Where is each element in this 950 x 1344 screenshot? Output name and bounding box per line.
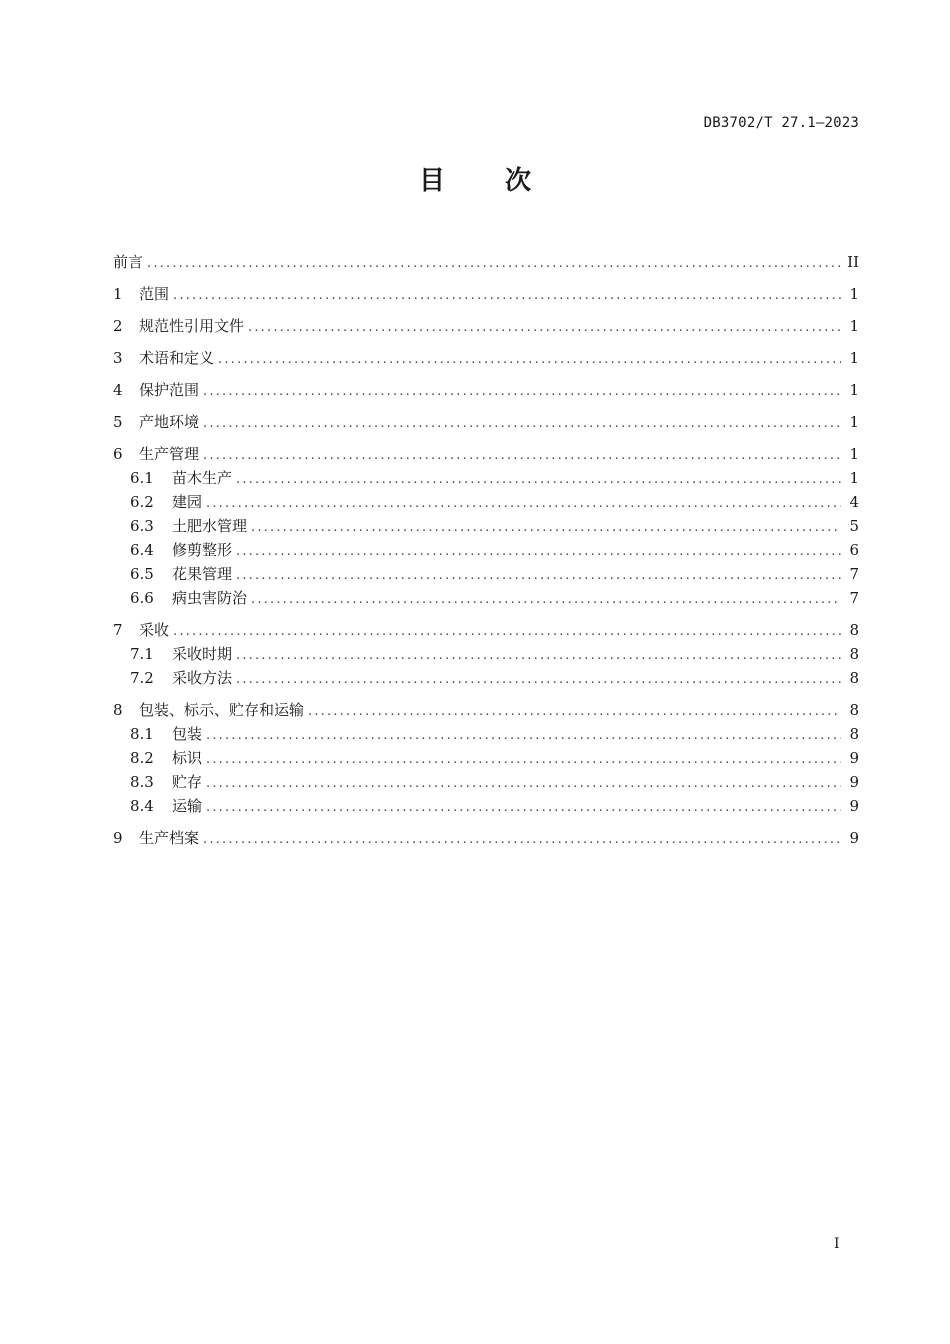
dot-leader (251, 588, 841, 612)
toc-entry[interactable] (113, 282, 859, 306)
toc-entry[interactable] (113, 314, 859, 338)
toc-entry-label: 前言 (113, 253, 144, 271)
dot-leader (147, 252, 841, 276)
toc-entry-page: 9 (849, 749, 859, 767)
toc-entry-label: 苗木生产 (172, 469, 233, 487)
toc-entry-number: 1 (113, 285, 123, 303)
toc-entry-label: 修剪整形 (172, 541, 233, 559)
toc-entry-number: 9 (113, 829, 123, 847)
toc-entry-number: 7 (113, 621, 123, 639)
toc-entry-page: 1 (849, 469, 859, 487)
toc-entry[interactable] (113, 722, 859, 746)
toc-entry[interactable] (113, 698, 859, 722)
toc-entry-number: 4 (113, 381, 123, 399)
toc-entry-number: 6.2 (130, 493, 154, 511)
toc-entry-page: 7 (849, 565, 859, 583)
toc-entry-number: 8.1 (130, 725, 154, 743)
toc-entry-page: 8 (849, 621, 859, 639)
toc-entry-page: II (847, 253, 859, 271)
toc-entry[interactable] (113, 250, 859, 274)
toc-entry-page: 1 (849, 349, 859, 367)
dot-leader (173, 284, 841, 308)
dot-leader (206, 492, 841, 516)
toc-entry-page: 9 (849, 773, 859, 791)
toc-entry-number: 8 (113, 701, 123, 719)
toc-entry-label: 采收时期 (172, 645, 233, 663)
toc-entry[interactable] (113, 586, 859, 610)
toc-entry-label: 运输 (172, 797, 203, 815)
toc-entry-label: 土肥水管理 (172, 517, 248, 535)
toc-entry-number: 5 (113, 413, 123, 431)
toc-entry[interactable] (113, 410, 859, 434)
toc-entry-label: 保护范围 (139, 381, 200, 399)
dot-leader (251, 516, 841, 540)
toc-entry-page: 1 (849, 285, 859, 303)
dot-leader (206, 796, 841, 820)
toc-entry[interactable] (113, 490, 859, 514)
title-char-2: 次 (505, 166, 532, 196)
toc-entry-number: 6.4 (130, 541, 154, 559)
toc-entry-number: 6 (113, 445, 123, 463)
toc-entry-page: 5 (849, 517, 859, 535)
toc-entry[interactable] (113, 514, 859, 538)
dot-leader (236, 668, 841, 692)
toc-entry-number: 6.1 (130, 469, 154, 487)
toc-entry[interactable] (113, 346, 859, 370)
toc-entry-number: 2 (113, 317, 123, 335)
toc-entry-number: 6.3 (130, 517, 154, 535)
toc-entry-page: 8 (849, 725, 859, 743)
toc-entry[interactable] (113, 746, 859, 770)
toc-entry-number: 6.5 (130, 565, 154, 583)
toc-entry[interactable] (113, 378, 859, 402)
page-number: I (834, 1236, 840, 1252)
dot-leader (236, 468, 841, 492)
toc-entry-number: 8.3 (130, 773, 154, 791)
toc-entry-label: 建园 (172, 493, 203, 511)
toc-entry-label: 包装 (172, 725, 203, 743)
toc-entry[interactable] (113, 642, 859, 666)
page-title (0, 160, 950, 197)
dot-leader (203, 444, 841, 468)
toc-entry[interactable] (113, 666, 859, 690)
dot-leader (203, 380, 841, 404)
toc-entry-number: 8.2 (130, 749, 154, 767)
dot-leader (206, 748, 841, 772)
toc-entry[interactable] (113, 466, 859, 490)
toc-entry-number: 7.2 (130, 669, 154, 687)
toc-entry-label: 包装、标示、贮存和运输 (139, 701, 305, 719)
toc-entry[interactable] (113, 794, 859, 818)
document-code: DB3702/T 27.1—2023 (703, 115, 859, 131)
dot-leader (206, 724, 841, 748)
toc-entry-label: 产地环境 (139, 413, 200, 431)
dot-leader (206, 772, 841, 796)
toc-entry-number: 6.6 (130, 589, 154, 607)
dot-leader (308, 700, 841, 724)
toc-entry-label: 规范性引用文件 (139, 317, 245, 335)
dot-leader (173, 620, 841, 644)
toc-entry-label: 生产管理 (139, 445, 200, 463)
toc-entry-label: 贮存 (172, 773, 203, 791)
toc-entry-page: 9 (849, 829, 859, 847)
toc-entry-label: 范围 (139, 285, 170, 303)
toc-entry-page: 1 (849, 413, 859, 431)
toc-entry[interactable] (113, 562, 859, 586)
toc-entry-number: 7.1 (130, 645, 154, 663)
toc-entry-page: 9 (849, 797, 859, 815)
toc-entry-page: 1 (849, 381, 859, 399)
toc-entry-label: 生产档案 (139, 829, 200, 847)
toc-entry[interactable] (113, 442, 859, 466)
toc-entry[interactable] (113, 618, 859, 642)
dot-leader (236, 540, 841, 564)
toc-entry-page: 8 (849, 669, 859, 687)
dot-leader (203, 412, 841, 436)
toc-entry-number: 3 (113, 349, 123, 367)
toc-entry-page: 1 (849, 317, 859, 335)
dot-leader (236, 564, 841, 588)
dot-leader (218, 348, 841, 372)
toc-entry[interactable] (113, 770, 859, 794)
dot-leader (248, 316, 841, 340)
toc-entry-number: 8.4 (130, 797, 154, 815)
toc-entry-page: 1 (849, 445, 859, 463)
table-of-contents (113, 250, 859, 850)
toc-entry-label: 标识 (172, 749, 203, 767)
toc-entry-page: 8 (849, 701, 859, 719)
toc-entry-page: 6 (849, 541, 859, 559)
toc-entry-label: 采收方法 (172, 669, 233, 687)
toc-entry-label: 病虫害防治 (172, 589, 248, 607)
dot-leader (236, 644, 841, 668)
toc-entry-label: 术语和定义 (139, 349, 215, 367)
toc-entry-page: 7 (849, 589, 859, 607)
toc-entry-label: 花果管理 (172, 565, 233, 583)
toc-entry-label: 采收 (139, 621, 170, 639)
toc-entry-page: 4 (849, 493, 859, 511)
dot-leader (203, 828, 841, 852)
toc-entry[interactable] (113, 538, 859, 562)
title-char-1: 目 (418, 166, 445, 196)
toc-entry-page: 8 (849, 645, 859, 663)
toc-entry[interactable] (113, 826, 859, 850)
